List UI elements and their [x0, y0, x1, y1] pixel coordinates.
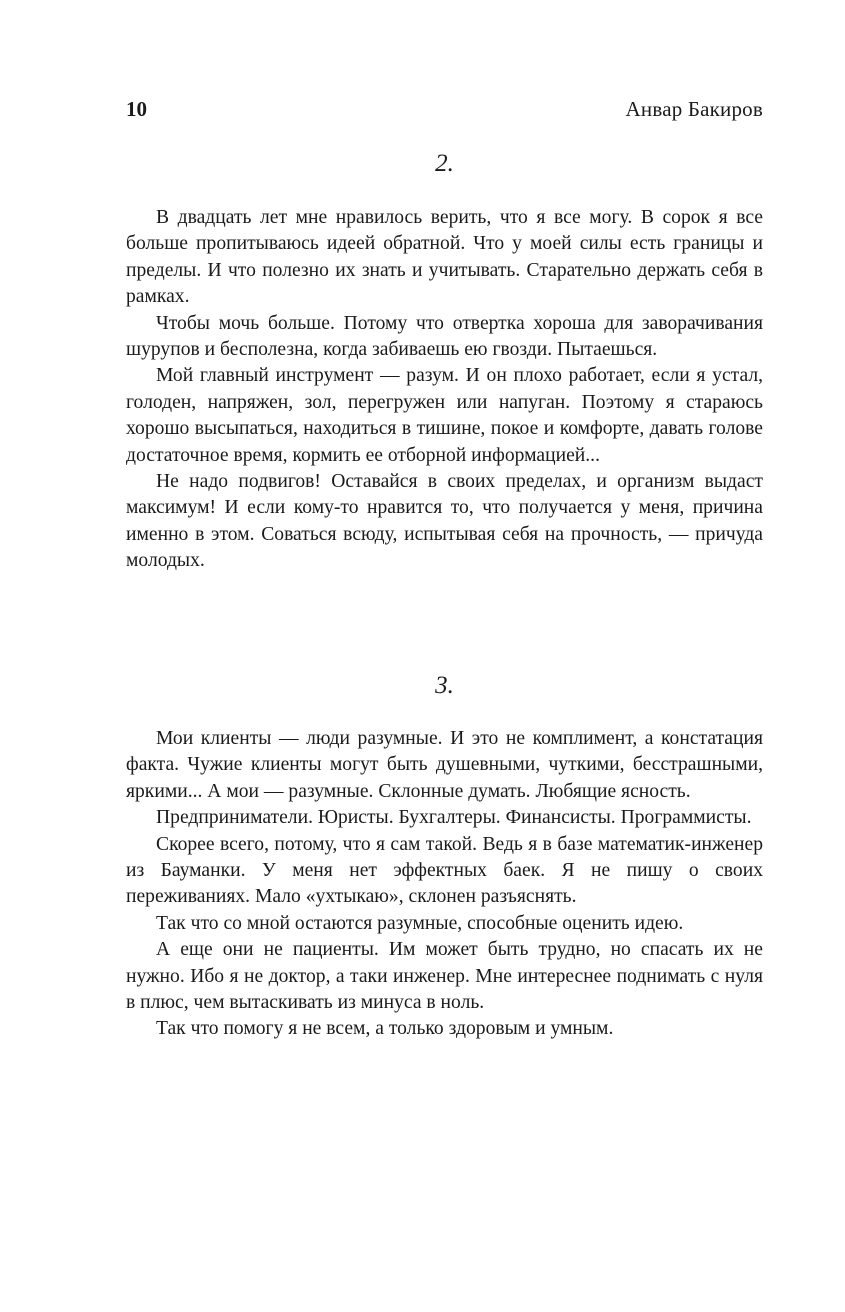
- paragraph: А еще они не пациенты. Им может быть трудно, но спасать их не нужно. Ибо я не доктор, а таки инженер. Мне интереснее поднимать с нуля в плюс, чем вытаскивать из минуса в ноль.: [126, 939, 763, 1014]
- paragraph: В двадцать лет мне нравилось верить, что я все могу. В сорок я все больше пропитываюсь идеей обратной. Что у моей силы есть границы и пределы. И что полезно их знать и учитывать. Старательно держать себя в рамках.: [126, 207, 763, 308]
- paragraph: Не надо подвигов! Оставайся в своих пределах, и организм выдаст максимум! И если кому-то нравится то, что получается у меня, причина именно в этом. Соваться всюду, испытывая себя на прочность, — причуда молодых.: [126, 471, 763, 572]
- page-number: 10: [126, 97, 147, 121]
- running-header: [126, 97, 763, 127]
- paragraph: Чтобы мочь больше. Потому что отвертка хороша для заворачивания шурупов и бесполезна, когда забиваешь ею гвозди. Пытаешься.: [126, 312, 763, 361]
- section-heading-2: 2.: [435, 150, 454, 177]
- paragraph: Мои клиенты — люди разумные. И это не комплимент, а констатация факта. Чужие клиенты могут быть душевными, чуткими, бесстрашными, яркими... А мои — разумные. Склонные думать. Любящие ясность.: [126, 728, 763, 802]
- paragraph: Так что со мной остаются разумные, способные оценить идею.: [156, 912, 684, 934]
- section-3-body: [126, 726, 763, 1043]
- author-name: Анвар Бакиров: [625, 97, 763, 121]
- section-2-body: [126, 205, 763, 575]
- paragraph: Предприниматели. Юристы. Бухгалтеры. Финансисты. Программисты.: [156, 807, 752, 829]
- paragraph: Мой главный инструмент — разум. И он плохо работает, если я устал, голоден, напряжен, зол, перегружен или напуган. Поэтому я стараюсь хорошо высыпаться, находиться в тишине, покое и комфорте, давать голове достаточное время, кормить ее отборной информацией...: [126, 365, 763, 466]
- paragraph: Так что помогу я не всем, а только здоровым и умным.: [156, 1018, 614, 1040]
- section-heading-3: 3.: [435, 672, 454, 699]
- paragraph: Скорее всего, потому, что я сам такой. Ведь я в базе математик-инженер из Бауманки. У меня нет эффектных баек. Я не пишу о своих переживаниях. Мало «ухтыкаю», склонен разъяснять.: [126, 833, 763, 908]
